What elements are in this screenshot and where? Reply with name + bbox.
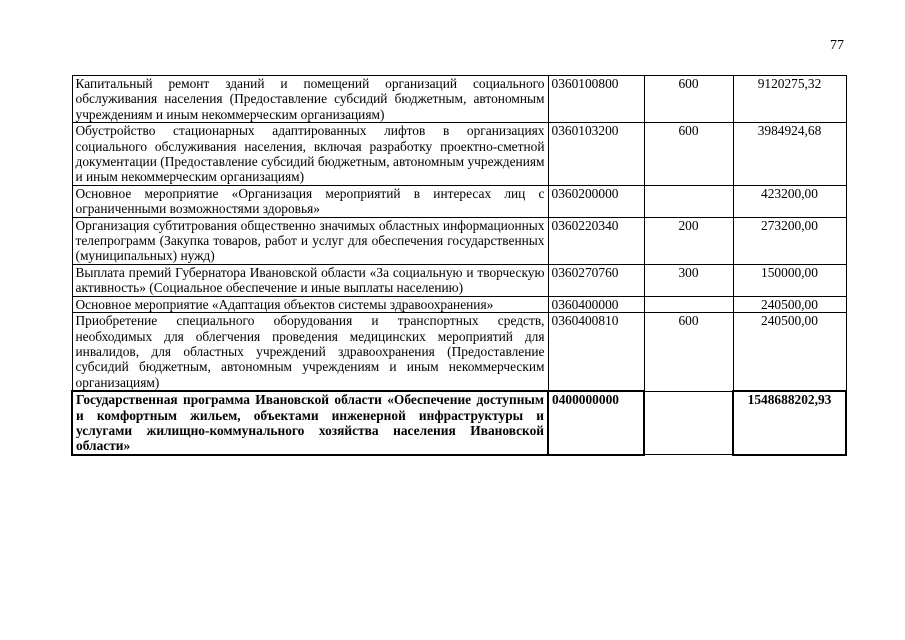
table-row [72,264,846,296]
row-code-cell: 0400000000 [548,391,644,455]
row-sum-cell: 3984924,68 [733,123,846,186]
budget-table [71,75,847,456]
row-expense-type-cell: 600 [644,123,733,186]
row-expense-type-cell: 200 [644,217,733,264]
page-number: 77 [830,38,844,53]
row-name-cell: Обустройство стационарных адаптированных лифтов в организациях социального обслуживания населения, включая разработку проектно-сметной документации (Предоставление субсидий бюджетным, автономным учреждениям и иным некоммерческим организациям) [72,123,548,186]
table-row [72,76,846,123]
row-code-cell: 0360100800 [548,76,644,123]
row-code-cell: 0360400810 [548,313,644,392]
row-expense-type-cell [644,296,733,312]
row-sum-cell: 1548688202,93 [733,391,846,455]
row-expense-type-cell: 600 [644,76,733,123]
row-name-cell: Основное мероприятие «Адаптация объектов системы здравоохранения» [72,296,548,312]
row-expense-type-cell [644,391,733,455]
row-code-cell: 0360103200 [548,123,644,186]
row-expense-type-cell: 600 [644,313,733,392]
row-expense-type-cell: 300 [644,264,733,296]
row-name-cell: Организация субтитрования общественно значимых областных информационных телепрограмм (Закупка товаров, работ и услуг для обеспечения государственных (муниципальных) нужд) [72,217,548,264]
row-code-cell: 0360400000 [548,296,644,312]
table-row [72,296,846,312]
row-sum-cell: 240500,00 [733,313,846,392]
row-sum-cell: 240500,00 [733,296,846,312]
table-row [72,185,846,217]
row-expense-type-cell [644,185,733,217]
row-sum-cell: 273200,00 [733,217,846,264]
row-sum-cell: 9120275,32 [733,76,846,123]
table-row-program-total [72,391,846,455]
row-code-cell: 0360270760 [548,264,644,296]
row-name-cell: Основное мероприятие «Организация мероприятий в интересах лиц с ограниченными возможностями здоровья» [72,185,548,217]
row-sum-cell: 423200,00 [733,185,846,217]
table-row [72,313,846,392]
row-name-cell: Капитальный ремонт зданий и помещений организаций социального обслуживания населения (Предоставление субсидий бюджетным, автономным учреждениям и иным некоммерческим организациям) [72,76,548,123]
row-name-cell: Выплата премий Губернатора Ивановской области «За социальную и творческую активность» (Социальное обеспечение и иные выплаты населению) [72,264,548,296]
row-code-cell: 0360220340 [548,217,644,264]
table-row [72,123,846,186]
row-code-cell: 0360200000 [548,185,644,217]
row-name-cell: Государственная программа Ивановской области «Обеспечение доступным и комфортным жильем, объектами инженерной инфраструктуры и услугами жилищно-коммунального хозяйства населения Ивановской области» [72,391,548,455]
row-sum-cell: 150000,00 [733,264,846,296]
row-name-cell: Приобретение специального оборудования и транспортных средств, необходимых для облегчения проведения медицинских мероприятий для инвалидов, для областных учреждений здравоохранения (Предоставление субсидий бюджетным, автономным учреждениям и иным некоммерческим организациям) [72,313,548,392]
table-row [72,217,846,264]
